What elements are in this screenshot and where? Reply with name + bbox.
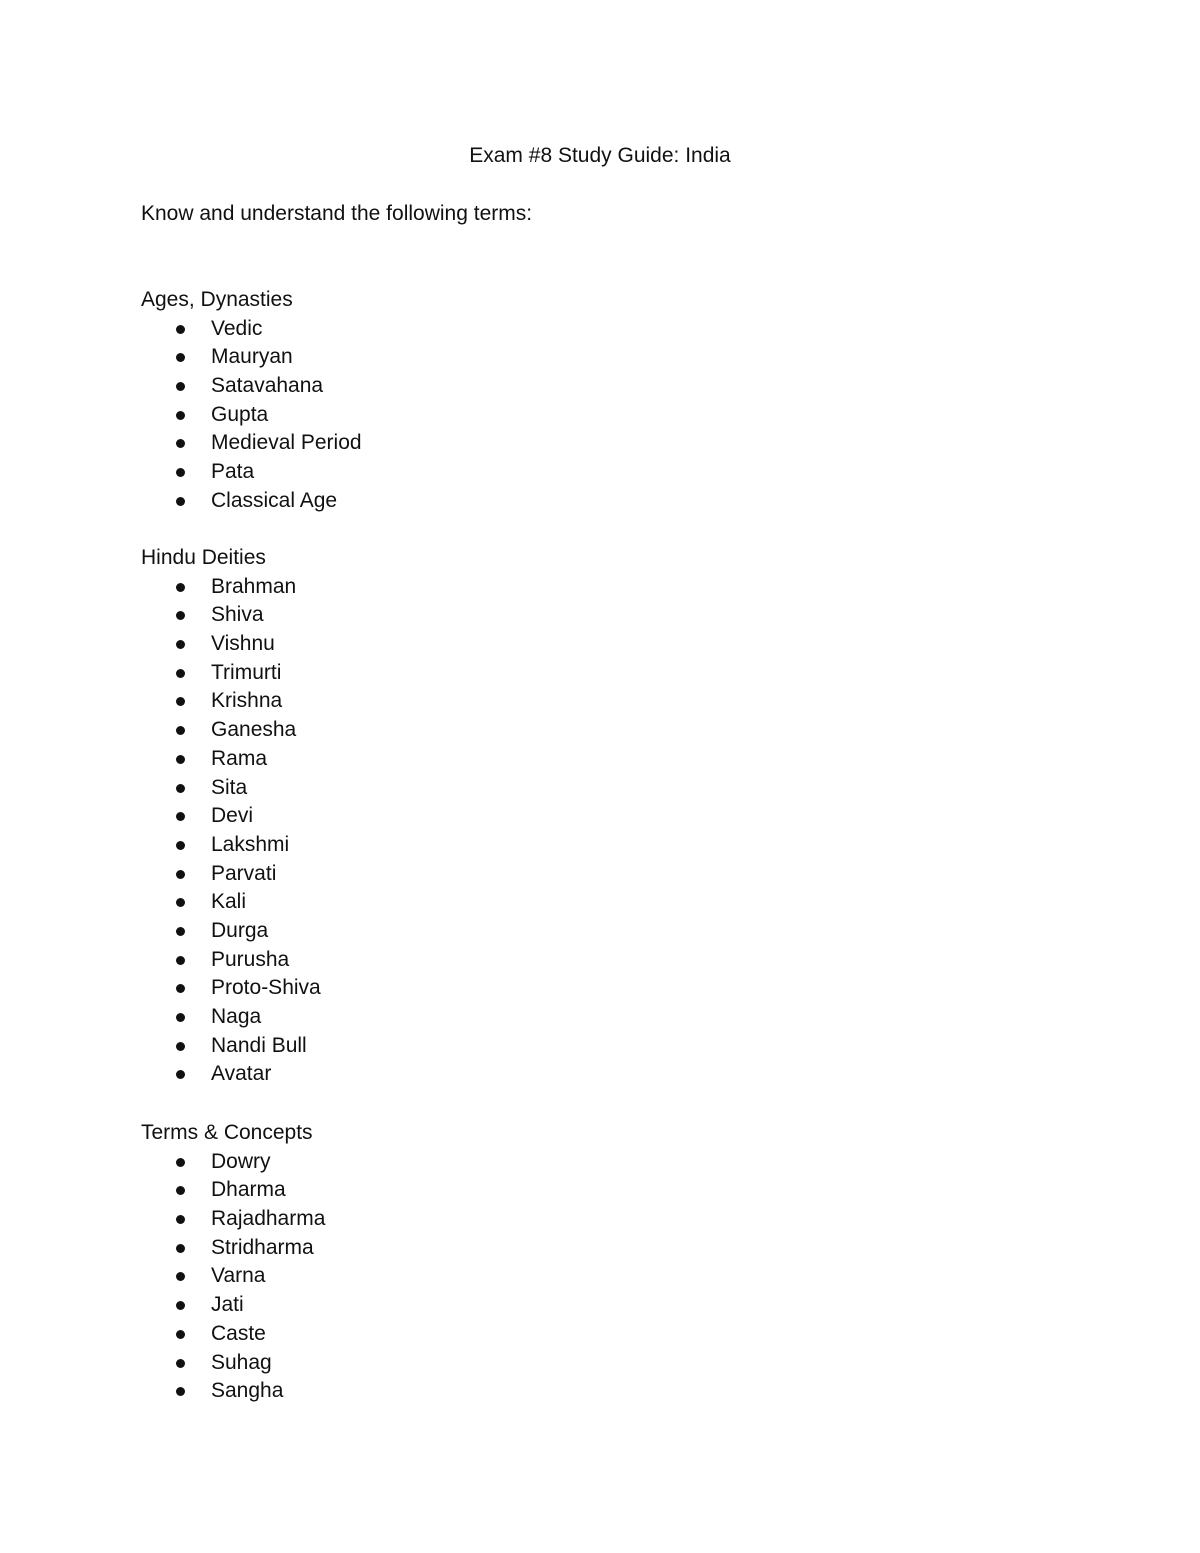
term-text: Avatar — [211, 1062, 272, 1086]
list-item — [141, 659, 321, 688]
list-item — [141, 745, 321, 774]
bullet-icon — [176, 1272, 185, 1281]
list-item — [141, 1148, 325, 1177]
term-text: Sita — [211, 775, 248, 799]
list-item — [141, 860, 321, 889]
list-item — [141, 601, 321, 630]
term-text: Rama — [211, 746, 268, 770]
list-item — [141, 802, 321, 831]
list-item — [141, 401, 362, 430]
term-text: Brahman — [211, 574, 297, 598]
bullet-icon — [176, 468, 185, 477]
bullet-icon — [176, 669, 185, 678]
bullet-icon — [176, 325, 185, 334]
list-item — [141, 343, 362, 372]
list-item — [141, 1234, 325, 1263]
list-item — [141, 831, 321, 860]
bullet-icon — [176, 640, 185, 649]
bullet-icon — [176, 1359, 185, 1368]
term-text: Vishnu — [211, 632, 275, 656]
term-text: Parvati — [211, 861, 277, 885]
bullet-icon — [176, 1158, 185, 1167]
list-item — [141, 573, 321, 602]
bullet-icon — [176, 439, 185, 448]
section-heading: Ages, Dynasties — [141, 288, 293, 311]
bullet-icon — [176, 1244, 185, 1253]
bullet-icon — [176, 1301, 185, 1310]
list-item — [141, 372, 362, 401]
list-item — [141, 1320, 325, 1349]
bullet-icon — [176, 812, 185, 821]
list-item — [141, 630, 321, 659]
term-text: Krishna — [211, 689, 283, 713]
term-text: Proto-Shiva — [211, 976, 321, 1000]
list-item — [141, 917, 321, 946]
list-item — [141, 1377, 325, 1406]
list-item — [141, 1349, 325, 1378]
list-item — [141, 774, 321, 803]
bullet-icon — [176, 1186, 185, 1195]
bullet-icon — [176, 841, 185, 850]
term-text: Pata — [211, 460, 255, 484]
list-item — [141, 1032, 321, 1061]
list-item — [141, 1262, 325, 1291]
list-item — [141, 974, 321, 1003]
bullet-icon — [176, 583, 185, 592]
term-text: Jati — [211, 1293, 244, 1317]
bullet-icon — [176, 1387, 185, 1396]
bullet-icon — [176, 984, 185, 993]
term-text: Ganesha — [211, 718, 297, 742]
list-item — [141, 1060, 321, 1089]
bullet-icon — [176, 1330, 185, 1339]
bullet-icon — [176, 1070, 185, 1079]
bullet-icon — [176, 784, 185, 793]
bullet-icon — [176, 611, 185, 620]
term-text: Kali — [211, 890, 247, 914]
bullet-icon — [176, 755, 185, 764]
term-text: Naga — [211, 1005, 262, 1028]
list-item — [141, 1176, 325, 1205]
bullet-icon — [176, 927, 185, 936]
term-text: Dowry — [211, 1149, 271, 1173]
bullet-icon — [176, 353, 185, 362]
term-list — [141, 573, 321, 1089]
list-item — [141, 1205, 325, 1234]
list-item — [141, 1003, 321, 1032]
bullet-icon — [176, 497, 185, 506]
bullet-icon — [176, 697, 185, 706]
term-text: Trimurti — [211, 660, 282, 684]
term-text: Satavahana — [211, 374, 324, 398]
term-list — [141, 315, 362, 516]
term-text: Suhag — [211, 1350, 272, 1374]
bullet-icon — [176, 411, 185, 420]
list-item — [141, 716, 321, 745]
term-text: Purusha — [211, 947, 290, 971]
term-text: Gupta — [211, 402, 269, 426]
bullet-icon — [176, 1013, 185, 1022]
term-text: Devi — [211, 804, 254, 828]
term-text: Stridharma — [211, 1235, 314, 1259]
term-text: Sangha — [211, 1379, 284, 1403]
bullet-icon — [176, 726, 185, 735]
bullet-icon — [176, 382, 185, 391]
bullet-icon — [176, 1215, 185, 1224]
list-item — [141, 1291, 325, 1320]
term-text: Lakshmi — [211, 832, 290, 856]
list-item — [141, 429, 362, 458]
bullet-icon — [176, 870, 185, 879]
bullet-icon — [176, 1042, 185, 1051]
term-text: Durga — [211, 918, 269, 942]
list-item — [141, 687, 321, 716]
section-terms-concepts — [141, 1119, 325, 1406]
section-ages-dynasties — [141, 286, 362, 516]
bullet-icon — [176, 898, 185, 907]
list-item — [141, 946, 321, 975]
term-text: Dharma — [211, 1178, 286, 1202]
term-text: Varna — [211, 1264, 266, 1288]
list-item — [141, 487, 362, 516]
term-text: Shiva — [211, 603, 264, 627]
list-item — [141, 458, 362, 487]
term-text: Mauryan — [211, 345, 293, 369]
term-text: Vedic — [211, 316, 263, 340]
section-heading: Terms & Concepts — [141, 1121, 313, 1144]
bullet-icon — [176, 956, 185, 965]
section-heading: Hindu Deities — [141, 546, 266, 569]
list-item — [141, 888, 321, 917]
term-text: Caste — [211, 1321, 266, 1345]
section-hindu-deities — [141, 544, 321, 1089]
page-title: Exam #8 Study Guide: India — [469, 144, 731, 167]
term-text: Nandi Bull — [211, 1033, 307, 1057]
term-list — [141, 1148, 325, 1406]
intro-text: Know and understand the following terms: — [141, 202, 533, 225]
term-text: Rajadharma — [211, 1207, 326, 1231]
list-item — [141, 315, 362, 344]
term-text: Classical Age — [211, 488, 338, 512]
term-text: Medieval Period — [211, 431, 362, 455]
